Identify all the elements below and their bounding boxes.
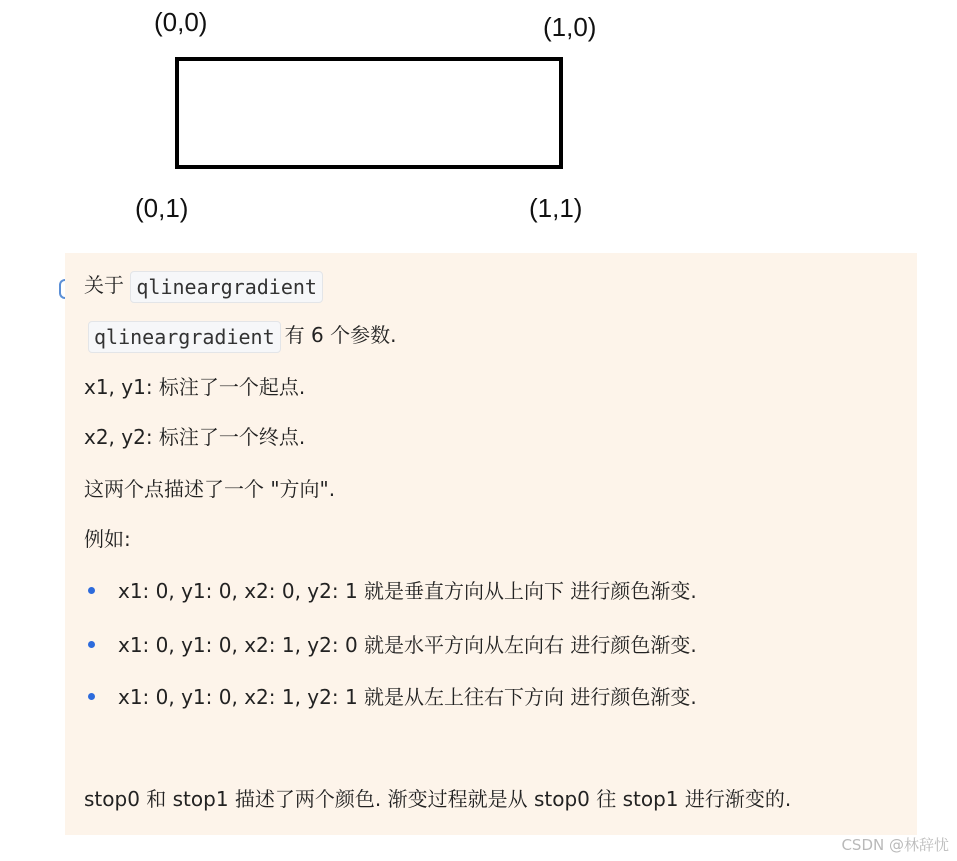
- bullet-dot-icon: [88, 587, 95, 594]
- params-line: [88, 320, 396, 353]
- watermark: CSDN @林辞忧: [841, 836, 949, 854]
- params-text: 有 6 个参数.: [284, 323, 397, 347]
- bullet-dot-icon: [88, 641, 95, 648]
- direction-line: 这两个点描述了一个 "方向".: [84, 477, 336, 501]
- end-point-line: x2, y2: 标注了一个终点.: [84, 425, 306, 449]
- gradient-area-rectangle: [175, 57, 563, 169]
- example-item-horizontal: x1: 0, y1: 0, x2: 1, y2: 0 就是水平方向从左向右 进行颜色渐变.: [118, 633, 697, 657]
- stops-line: stop0 和 stop1 描述了两个颜色. 渐变过程就是从 stop0 往 stop1 进行渐变的.: [84, 787, 792, 811]
- coordinate-label-bottom-right: (1,1): [529, 193, 583, 223]
- coordinate-label-top-left: (0,0): [154, 7, 208, 37]
- note-heading-prefix: 关于: [84, 273, 124, 297]
- example-item-diagonal: x1: 0, y1: 0, x2: 1, y2: 1 就是从左上往右下方向 进行颜色渐变.: [118, 685, 697, 709]
- inline-code-qlineargradient: qlineargradient: [88, 321, 281, 353]
- example-item-vertical: x1: 0, y1: 0, x2: 0, y2: 1 就是垂直方向从上向下 进行颜色渐变.: [118, 579, 697, 603]
- note-marker-icon: [59, 279, 65, 299]
- coordinate-label-top-right: (1,0): [543, 12, 597, 42]
- example-intro: 例如:: [84, 527, 131, 551]
- bullet-dot-icon: [88, 693, 95, 700]
- coordinate-label-bottom-left: (0,1): [135, 193, 189, 223]
- note-heading: [84, 270, 327, 303]
- start-point-line: x1, y1: 标注了一个起点.: [84, 375, 306, 399]
- inline-code-qlineargradient: qlineargradient: [130, 271, 323, 303]
